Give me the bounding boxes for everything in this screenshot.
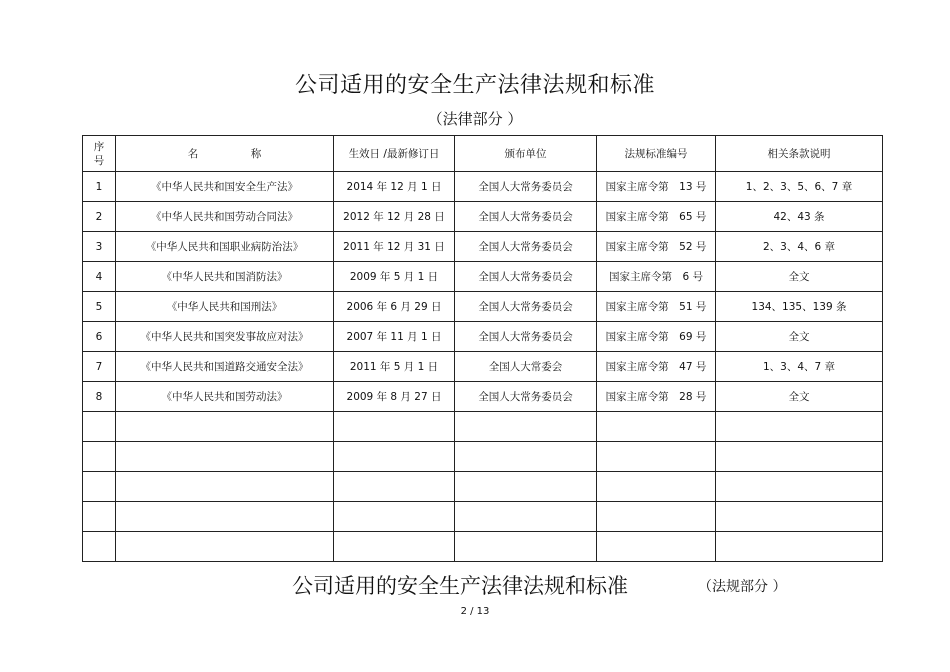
cell-law-name <box>116 532 334 562</box>
cell-index <box>83 532 116 562</box>
cell-index: 8 <box>83 382 116 412</box>
cell-issuer: 全国人大常委会 <box>455 352 597 382</box>
cell-effective-date: 2011 年 12 月 31 日 <box>334 232 455 262</box>
table-body <box>83 172 883 562</box>
cell-issuer <box>455 502 597 532</box>
cell-issuer: 全国人大常务委员会 <box>455 382 597 412</box>
cell-effective-date: 2009 年 5 月 1 日 <box>334 262 455 292</box>
cell-law-name: 《中华人民共和国道路交通安全法》 <box>116 352 334 382</box>
cell-law-name: 《中华人民共和国安全生产法》 <box>116 172 334 202</box>
table-row <box>83 262 883 292</box>
cell-issuer <box>455 532 597 562</box>
footer-subtitle: （法规部分 ） <box>698 579 787 595</box>
cell-clauses: 2、3、4、6 章 <box>716 232 883 262</box>
cell-issuer: 全国人大常务委员会 <box>455 322 597 352</box>
cell-index <box>83 442 116 472</box>
table-row <box>83 352 883 382</box>
table-row <box>83 202 883 232</box>
cell-clauses: 全文 <box>716 322 883 352</box>
table-row <box>83 292 883 322</box>
cell-issuer: 全国人大常务委员会 <box>455 262 597 292</box>
cell-effective-date <box>334 502 455 532</box>
cell-index <box>83 502 116 532</box>
cell-effective-date <box>334 472 455 502</box>
cell-law-name: 《中华人民共和国职业病防治法》 <box>116 232 334 262</box>
cell-index <box>83 472 116 502</box>
table-row <box>83 532 883 562</box>
cell-code: 国家主席令第 6 号 <box>597 262 716 292</box>
cell-code: 国家主席令第 47 号 <box>597 352 716 382</box>
cell-law-name: 《中华人民共和国刑法》 <box>116 292 334 322</box>
header-cell-issuer: 颁布单位 <box>455 136 597 172</box>
cell-clauses: 134、135、139 条 <box>716 292 883 322</box>
cell-clauses: 1、3、4、7 章 <box>716 352 883 382</box>
cell-clauses <box>716 442 883 472</box>
cell-effective-date <box>334 412 455 442</box>
header-cell-effective-date: 生效日 /最新修订日 <box>334 136 455 172</box>
cell-effective-date <box>334 532 455 562</box>
cell-clauses: 全文 <box>716 262 883 292</box>
table-row <box>83 232 883 262</box>
cell-law-name: 《中华人民共和国劳动合同法》 <box>116 202 334 232</box>
cell-clauses: 42、43 条 <box>716 202 883 232</box>
cell-effective-date: 2006 年 6 月 29 日 <box>334 292 455 322</box>
cell-clauses <box>716 502 883 532</box>
cell-code <box>597 442 716 472</box>
header-cell-index: 序号 <box>83 136 116 172</box>
cell-effective-date: 2009 年 8 月 27 日 <box>334 382 455 412</box>
cell-index: 2 <box>83 202 116 232</box>
cell-index: 5 <box>83 292 116 322</box>
cell-code: 国家主席令第 51 号 <box>597 292 716 322</box>
cell-code <box>597 412 716 442</box>
cell-clauses: 全文 <box>716 382 883 412</box>
table-header-row <box>83 136 883 172</box>
cell-law-name <box>116 472 334 502</box>
header-cell-clauses: 相关条款说明 <box>716 136 883 172</box>
cell-law-name: 《中华人民共和国突发事故应对法》 <box>116 322 334 352</box>
table-row <box>83 382 883 412</box>
cell-issuer: 全国人大常务委员会 <box>455 172 597 202</box>
table-row <box>83 172 883 202</box>
cell-clauses <box>716 412 883 442</box>
cell-issuer: 全国人大常务委员会 <box>455 202 597 232</box>
laws-table <box>82 135 883 562</box>
cell-effective-date: 2014 年 12 月 1 日 <box>334 172 455 202</box>
cell-issuer <box>455 442 597 472</box>
cell-law-name <box>116 412 334 442</box>
table-row <box>83 442 883 472</box>
cell-clauses <box>716 532 883 562</box>
page-subtitle: （法律部分 ） <box>427 110 523 128</box>
table-row <box>83 472 883 502</box>
cell-effective-date: 2011 年 5 月 1 日 <box>334 352 455 382</box>
cell-issuer: 全国人大常务委员会 <box>455 292 597 322</box>
footer-title: 公司适用的安全生产法律法规和标准 <box>292 574 628 598</box>
page-number: 2 / 13 <box>460 606 490 617</box>
table-row <box>83 412 883 442</box>
cell-effective-date <box>334 442 455 472</box>
cell-effective-date: 2007 年 11 月 1 日 <box>334 322 455 352</box>
cell-code <box>597 472 716 502</box>
cell-code: 国家主席令第 52 号 <box>597 232 716 262</box>
header-cell-code: 法规标准编号 <box>597 136 716 172</box>
cell-code <box>597 502 716 532</box>
cell-law-name: 《中华人民共和国劳动法》 <box>116 382 334 412</box>
cell-index: 7 <box>83 352 116 382</box>
cell-code: 国家主席令第 69 号 <box>597 322 716 352</box>
cell-clauses <box>716 472 883 502</box>
cell-code <box>597 532 716 562</box>
cell-index: 4 <box>83 262 116 292</box>
cell-issuer: 全国人大常务委员会 <box>455 232 597 262</box>
header-cell-name: 名 称 <box>116 136 334 172</box>
cell-law-name <box>116 502 334 532</box>
cell-issuer <box>455 412 597 442</box>
cell-index: 6 <box>83 322 116 352</box>
table-row <box>83 322 883 352</box>
cell-code: 国家主席令第 65 号 <box>597 202 716 232</box>
cell-index <box>83 412 116 442</box>
cell-code: 国家主席令第 28 号 <box>597 382 716 412</box>
page-title: 公司适用的安全生产法律法规和标准 <box>294 73 655 98</box>
cell-law-name <box>116 442 334 472</box>
cell-law-name: 《中华人民共和国消防法》 <box>116 262 334 292</box>
cell-index: 3 <box>83 232 116 262</box>
cell-code: 国家主席令第 13 号 <box>597 172 716 202</box>
cell-clauses: 1、2、3、5、6、7 章 <box>716 172 883 202</box>
cell-effective-date: 2012 年 12 月 28 日 <box>334 202 455 232</box>
cell-index: 1 <box>83 172 116 202</box>
cell-issuer <box>455 472 597 502</box>
table-row <box>83 502 883 532</box>
